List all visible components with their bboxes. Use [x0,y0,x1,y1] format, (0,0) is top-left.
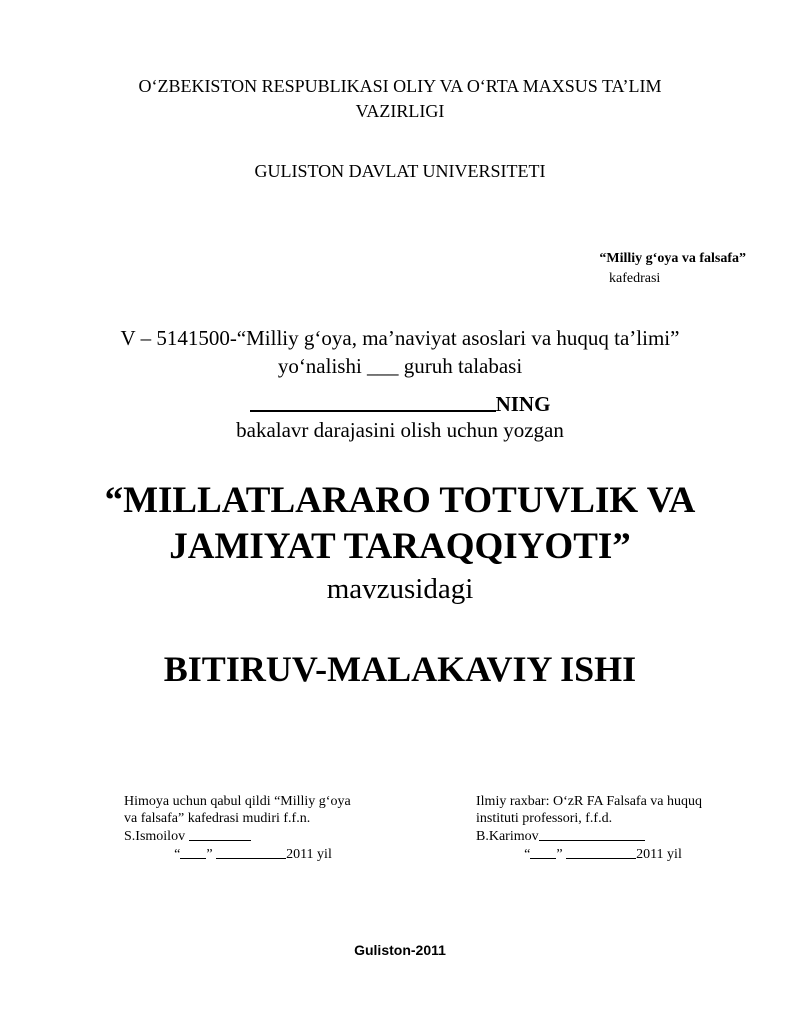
left-date-open-quote: “ [174,847,181,862]
thesis-title-line-2: JAMIYAT TARAQQIYOTI” [169,526,631,567]
program-block [0,324,800,380]
program-line-2: yo‘nalishi ___ guruh talabasi [277,354,523,378]
student-suffix: NING [495,392,551,416]
right-sign-line-2: instituti professori, f.f.d. [476,811,613,826]
left-year: 2011 yil [286,847,332,862]
thesis-title-line-1: “MILLATLARARO TOTUVLIK VA [104,480,696,521]
right-date-close-quote: ” [556,847,563,862]
program-line-1: V – 5141500-“Milliy g‘oya, ma’naviyat asoslari va huquq ta’limi” [120,326,680,350]
ministry-line-2: VAZIRLIGI [355,101,445,121]
topic-word: mavzusidagi [326,573,474,605]
department-word: kafedrasi [609,271,661,286]
right-month-blank [566,845,636,859]
student-name-line [0,388,800,417]
left-sign-line-2: va falsafa” kafedrasi mudiri f.f.n. [124,811,311,826]
ministry-heading [0,74,800,124]
purpose-line: bakalavr darajasini olish uchun yozgan [236,418,564,442]
thesis-title [0,478,800,570]
left-date-line [124,845,382,863]
student-name-blank [250,388,496,412]
left-sign-name-line [124,827,382,845]
right-date-open-quote: “ [524,847,531,862]
right-sign-line-1: Ilmiy raxbar: O‘zR FA Falsafa va huquq [476,794,703,809]
signature-block-left [124,793,382,863]
right-sign-name-line [476,827,730,845]
department-name: “Milliy g‘oya va falsafa” [599,251,746,266]
signature-block-right [476,793,730,863]
left-month-blank [216,845,286,859]
right-date-line [476,845,730,863]
left-signature-blank [189,827,251,841]
left-day-blank [180,845,206,859]
city-year: Guliston-2011 [354,942,446,958]
right-day-blank [530,845,556,859]
right-year: 2011 yil [636,847,682,862]
work-type: BITIRUV-MALAKAVIY ISHI [163,649,637,689]
left-sign-line-1: Himoya uchun qabul qildi “Milliy g‘oya [124,794,351,809]
left-signer-name: S.Ismoilov [124,829,186,844]
right-signer-name: B.Karimov [476,829,539,844]
ministry-line-1: O‘ZBEKISTON RESPUBLIKASI OLIY VA O‘RTA MAXSUS TA’LIM [138,76,662,96]
right-signature-blank [539,827,645,841]
university-name: GULISTON DAVLAT UNIVERSITETI [254,161,546,181]
left-date-close-quote: ” [206,847,213,862]
